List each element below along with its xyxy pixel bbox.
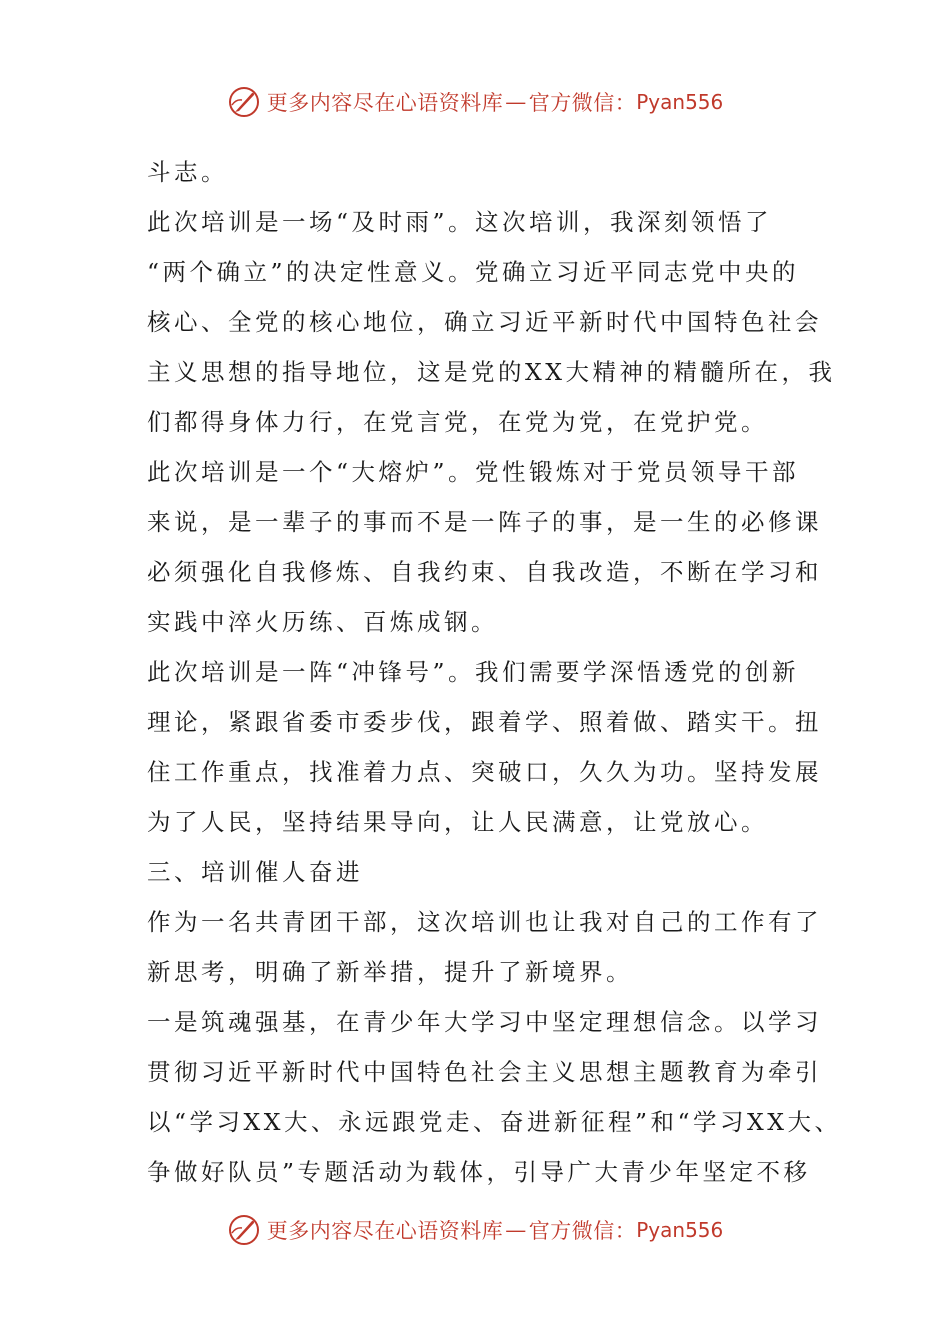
document-body [147,147,842,1197]
footer-wechat-id: Pyan556 [636,1218,724,1242]
body-line: 为了人民，坚持结果导向，让人民满意，让党放心。 [147,808,768,836]
body-line: 必须强化自我修炼、自我约束、自我改造，不断在学习和 [147,558,822,586]
quill-logo-icon [227,85,261,119]
footer-wechat-label: 官方微信： [528,1219,637,1243]
body-line: 们都得身体力行，在党言党，在党为党，在党护党。 [147,408,768,436]
header-brand-text: 更多内容尽在心语资料库 [266,91,504,115]
section-heading: 三、培训催人奋进 [147,858,363,886]
footer-watermark [0,1210,950,1250]
body-line: 争做好队员”专题活动为载体，引导广大青少年坚定不移 [147,1158,811,1186]
body-line: 主义思想的指导地位，这是党的XX大精神的精髓所在，我 [147,358,836,386]
header-watermark [0,82,950,122]
body-line: 此次培训是一场“及时雨”。这次培训，我深刻领悟了 [147,208,773,236]
body-line: 实践中淬火历练、百炼成钢。 [147,608,498,636]
body-line: 此次培训是一阵“冲锋号”。我们需要学深悟透党的创新 [147,658,800,686]
footer-brand-text: 更多内容尽在心语资料库 [266,1219,504,1243]
body-line: 斗志。 [147,158,228,186]
body-line: 新思考，明确了新举措，提升了新境界。 [147,958,633,986]
body-line: 以“学习XX大、永远跟党走、奋进新征程”和“学习XX大、 [147,1108,842,1136]
body-line: 作为一名共青团干部，这次培训也让我对自己的工作有了 [147,908,822,936]
body-line: 此次培训是一个“大熔炉”。党性锻炼对于党员领导干部 [147,458,800,486]
body-line: 贯彻习近平新时代中国特色社会主义思想主题教育为牵引 [147,1058,822,1086]
body-line: 一是筑魂强基，在青少年大学习中坚定理想信念。以学习 [147,1008,822,1036]
body-line: “两个确立”的决定性意义。党确立习近平同志党中央的 [147,258,800,286]
header-dash: — [505,90,527,114]
quill-logo-icon [227,1213,261,1247]
body-line: 理论，紧跟省委市委步伐，跟着学、照着做、踏实干。扭 [147,708,822,736]
body-line: 核心、全党的核心地位，确立习近平新时代中国特色社会 [147,308,822,336]
body-line: 住工作重点，找准着力点、突破口，久久为功。坚持发展 [147,758,822,786]
footer-dash: — [505,1218,527,1242]
header-wechat-id: Pyan556 [636,90,724,114]
body-line: 来说，是一辈子的事而不是一阵子的事，是一生的必修课 [147,508,822,536]
header-wechat-label: 官方微信： [528,91,637,115]
